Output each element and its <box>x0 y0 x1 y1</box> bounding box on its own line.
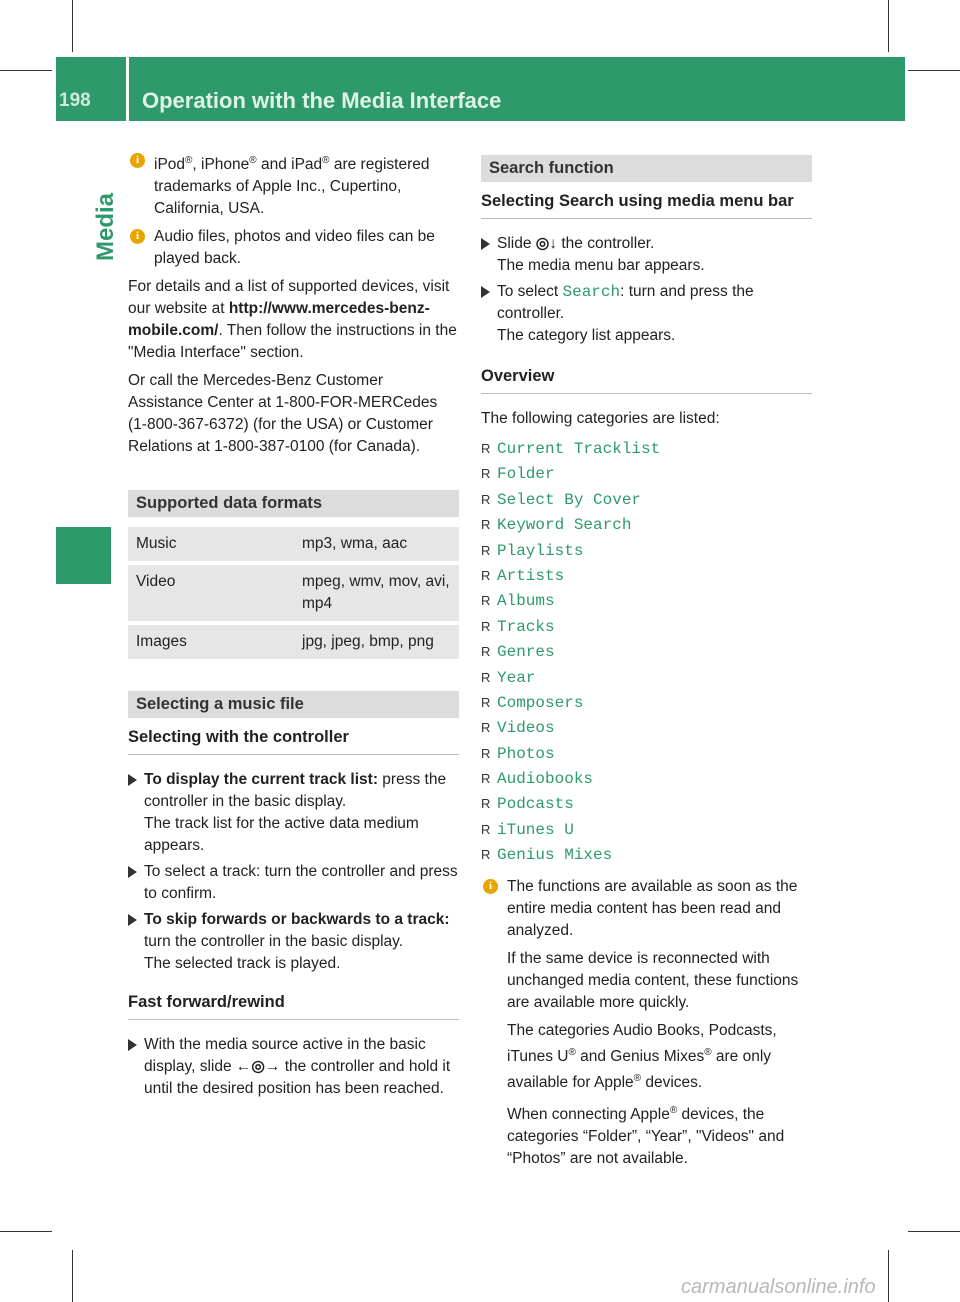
page-number: 198 <box>59 90 91 111</box>
crop-mark <box>0 70 52 71</box>
step-fast-forward: With the media source active in the basic display, slide ←◎→ the controller and hold it until the desired position has been reached. <box>128 1034 459 1100</box>
crop-mark <box>888 0 889 52</box>
section-side-tab <box>56 123 119 583</box>
controller-slide-down-icon: ◎↓ <box>535 235 558 252</box>
list-item: R iTunes U <box>481 820 574 839</box>
info-icon: i <box>130 229 145 244</box>
info-icon: i <box>130 153 145 168</box>
list-item: R Artists <box>481 566 565 585</box>
formats-section-title: Supported data formats <box>128 490 459 517</box>
table-row: Images jpg, jpeg, bmp, png <box>128 625 459 659</box>
step-display-track-list: To display the current track list: press the controller in the basic display. The track list for the active data medium appears. <box>128 769 459 857</box>
formats-table <box>128 523 459 663</box>
call-paragraph: Or call the Mercedes-Benz Customer Assistance Center at 1-800-FOR-MERCedes (1-800-367-6372) (for the USA) or Customer Relations at 1-800-387-0100 (for Canada). <box>128 372 438 456</box>
section-tab-label: Media <box>92 193 119 262</box>
crop-mark <box>888 1250 889 1302</box>
list-item: R Audiobooks <box>481 770 594 789</box>
controller-slide-icon: ←◎→ <box>235 1058 281 1076</box>
list-item: R Current Tracklist <box>481 440 661 458</box>
page-header <box>56 57 905 121</box>
list-item: R Folder <box>481 465 555 484</box>
category-list <box>481 436 812 868</box>
crop-mark <box>0 1231 52 1232</box>
step-arrow-icon <box>128 774 137 786</box>
overview-subheading: Overview <box>481 365 812 394</box>
step-arrow-icon <box>128 1039 137 1051</box>
page-title: Operation with the Media Interface <box>142 88 502 113</box>
header-divider <box>126 57 129 121</box>
step-arrow-icon <box>481 286 490 298</box>
list-item: R Podcasts <box>481 795 574 814</box>
list-item: R Select By Cover <box>481 490 642 509</box>
step-arrow-icon <box>128 914 137 926</box>
step-skip-track: To skip forwards or backwards to a track: turn the controller in the basic display. The selected track is played. <box>128 909 459 975</box>
step-slide-controller: Slide ◎↓ the controller. The media menu bar appears. <box>481 233 812 277</box>
website-link[interactable]: http://www.mercedes-benz-mobile.com/ <box>128 300 430 340</box>
list-item: R Genius Mixes <box>481 846 613 865</box>
fast-forward-subheading: Fast forward/rewind <box>128 991 459 1020</box>
right-column <box>481 155 812 1176</box>
list-item: R Composers <box>481 693 584 712</box>
music-section-title: Selecting a music file <box>128 691 459 718</box>
list-item: R Keyword Search <box>481 516 632 535</box>
overview-intro: The following categories are listed: <box>481 410 720 427</box>
list-item: R Videos <box>481 719 555 738</box>
controller-subheading: Selecting with the controller <box>128 726 459 755</box>
list-item: R Genres <box>481 643 555 662</box>
crop-mark <box>72 0 73 52</box>
table-row: Music mp3, wma, aac <box>128 527 459 561</box>
left-column <box>128 150 459 1104</box>
search-menu-item: Search <box>562 283 621 301</box>
step-select-search: To select Search: turn and press the controller. The category list appears. <box>481 281 812 347</box>
step-arrow-icon <box>128 866 137 878</box>
section-tab-block <box>56 527 111 584</box>
list-item: R Photos <box>481 744 555 763</box>
list-item: R Year <box>481 668 536 687</box>
crop-mark <box>908 70 960 71</box>
list-item: R Playlists <box>481 541 584 560</box>
search-subheading: Selecting Search using media menu bar <box>481 190 812 219</box>
info-note-trademarks: i iPod®, iPhone® and iPad® are registered trademarks of Apple Inc., Cupertino, California, USA. <box>128 150 459 220</box>
search-section-title: Search function <box>481 155 812 182</box>
step-arrow-icon <box>481 238 490 250</box>
crop-mark <box>908 1231 960 1232</box>
info-note-files: i Audio files, photos and video files can be played back. <box>128 226 459 270</box>
crop-mark <box>72 1250 73 1302</box>
info-icon: i <box>483 879 498 894</box>
info-note-functions: i The functions are available as soon as the entire media content has been read and analyzed. If the same device is reconnected with unchanged media content, these functions are available more quickly. The categories Audio Books, Podcasts, iTunes U® and Genius Mixes® are only available for Apple® devices. When connecting Apple® devices, the categories “Folder”, “Year”, "Videos" and “Photos” are not available. <box>481 876 812 1170</box>
step-select-track: To select a track: turn the controller and press to confirm. <box>128 861 459 905</box>
list-item: R Tracks <box>481 617 555 636</box>
list-item: R Albums <box>481 592 555 611</box>
watermark: carmanualsonline.info <box>681 1276 876 1298</box>
table-row: Video mpeg, wmv, mov, avi, mp4 <box>128 565 459 621</box>
details-paragraph: For details and a list of supported devices, visit our website at http://www.mercedes-benz-mobile.com/. Then follow the instructions in the "Media Interface" section. <box>128 278 457 362</box>
